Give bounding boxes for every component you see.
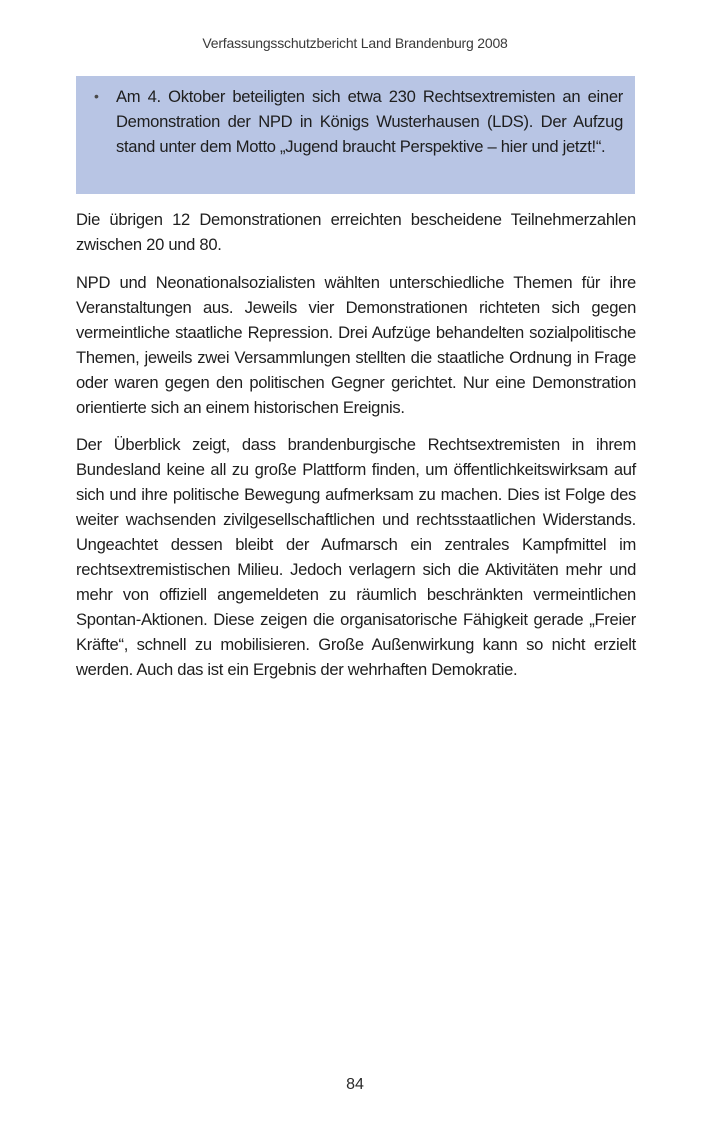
highlight-text: Am 4. Oktober beteiligten sich etwa 230 Rechtsextremisten an einer Demonstration der NPD in Königs Wusterhausen (LDS). Der Aufzug stand unter dem Motto „Jugend braucht Perspektive – hier und jetzt!“. — [116, 87, 623, 156]
highlight-box — [76, 76, 635, 194]
paragraph: Die übrigen 12 Demonstrationen erreichten bescheidene Teilnehmerzahlen zwischen 20 und 80. — [76, 210, 636, 254]
running-header: Verfassungsschutzbericht Land Brandenburg 2008 — [202, 35, 508, 51]
paragraph: Der Überblick zeigt, dass brandenburgische Rechtsextremisten in ihrem Bundesland keine all zu große Plattform finden, um öffentlichkeitswirksam auf sich und ihre politische Bewegung aufmerksam zu machen. Dies ist Folge des weiter wachsenden zivilgesellschaftlichen und rechtsstaatlichen Widerstands. Ungeachtet dessen bleibt der Aufmarsch ein zentrales Kampfmittel im rechtsextremistischen Milieu. Jedoch verlagern sich die Aktivitäten mehr und mehr von offiziell angemeldeten zu räumlich beschränkten vermeintlichen Spontan-Aktionen. Diese zeigen die organisatorische Fähigkeit gerade „Freier Kräfte“, schnell zu mobilisieren. Große Außenwirkung kann so nicht erzielt werden. Auch das ist ein Ergebnis der wehrhaften Demokratie. — [76, 435, 636, 679]
page-number: 84 — [346, 1076, 364, 1093]
bullet-icon: • — [94, 88, 99, 104]
paragraph: NPD und Neonationalsozialisten wählten unterschiedliche Themen für ihre Veranstaltungen aus. Jeweils vier Demonstrationen richteten sich gegen vermeintliche staatliche Repression. Drei Aufzüge behandelten sozialpolitische Themen, jeweils zwei Versammlungen stellten die staatliche Ordnung in Frage oder waren gegen den politischen Gegner gerichtet. Nur eine Demonstration orientierte sich an einem historischen Ereignis. — [76, 273, 636, 417]
bullet-item — [94, 84, 623, 159]
